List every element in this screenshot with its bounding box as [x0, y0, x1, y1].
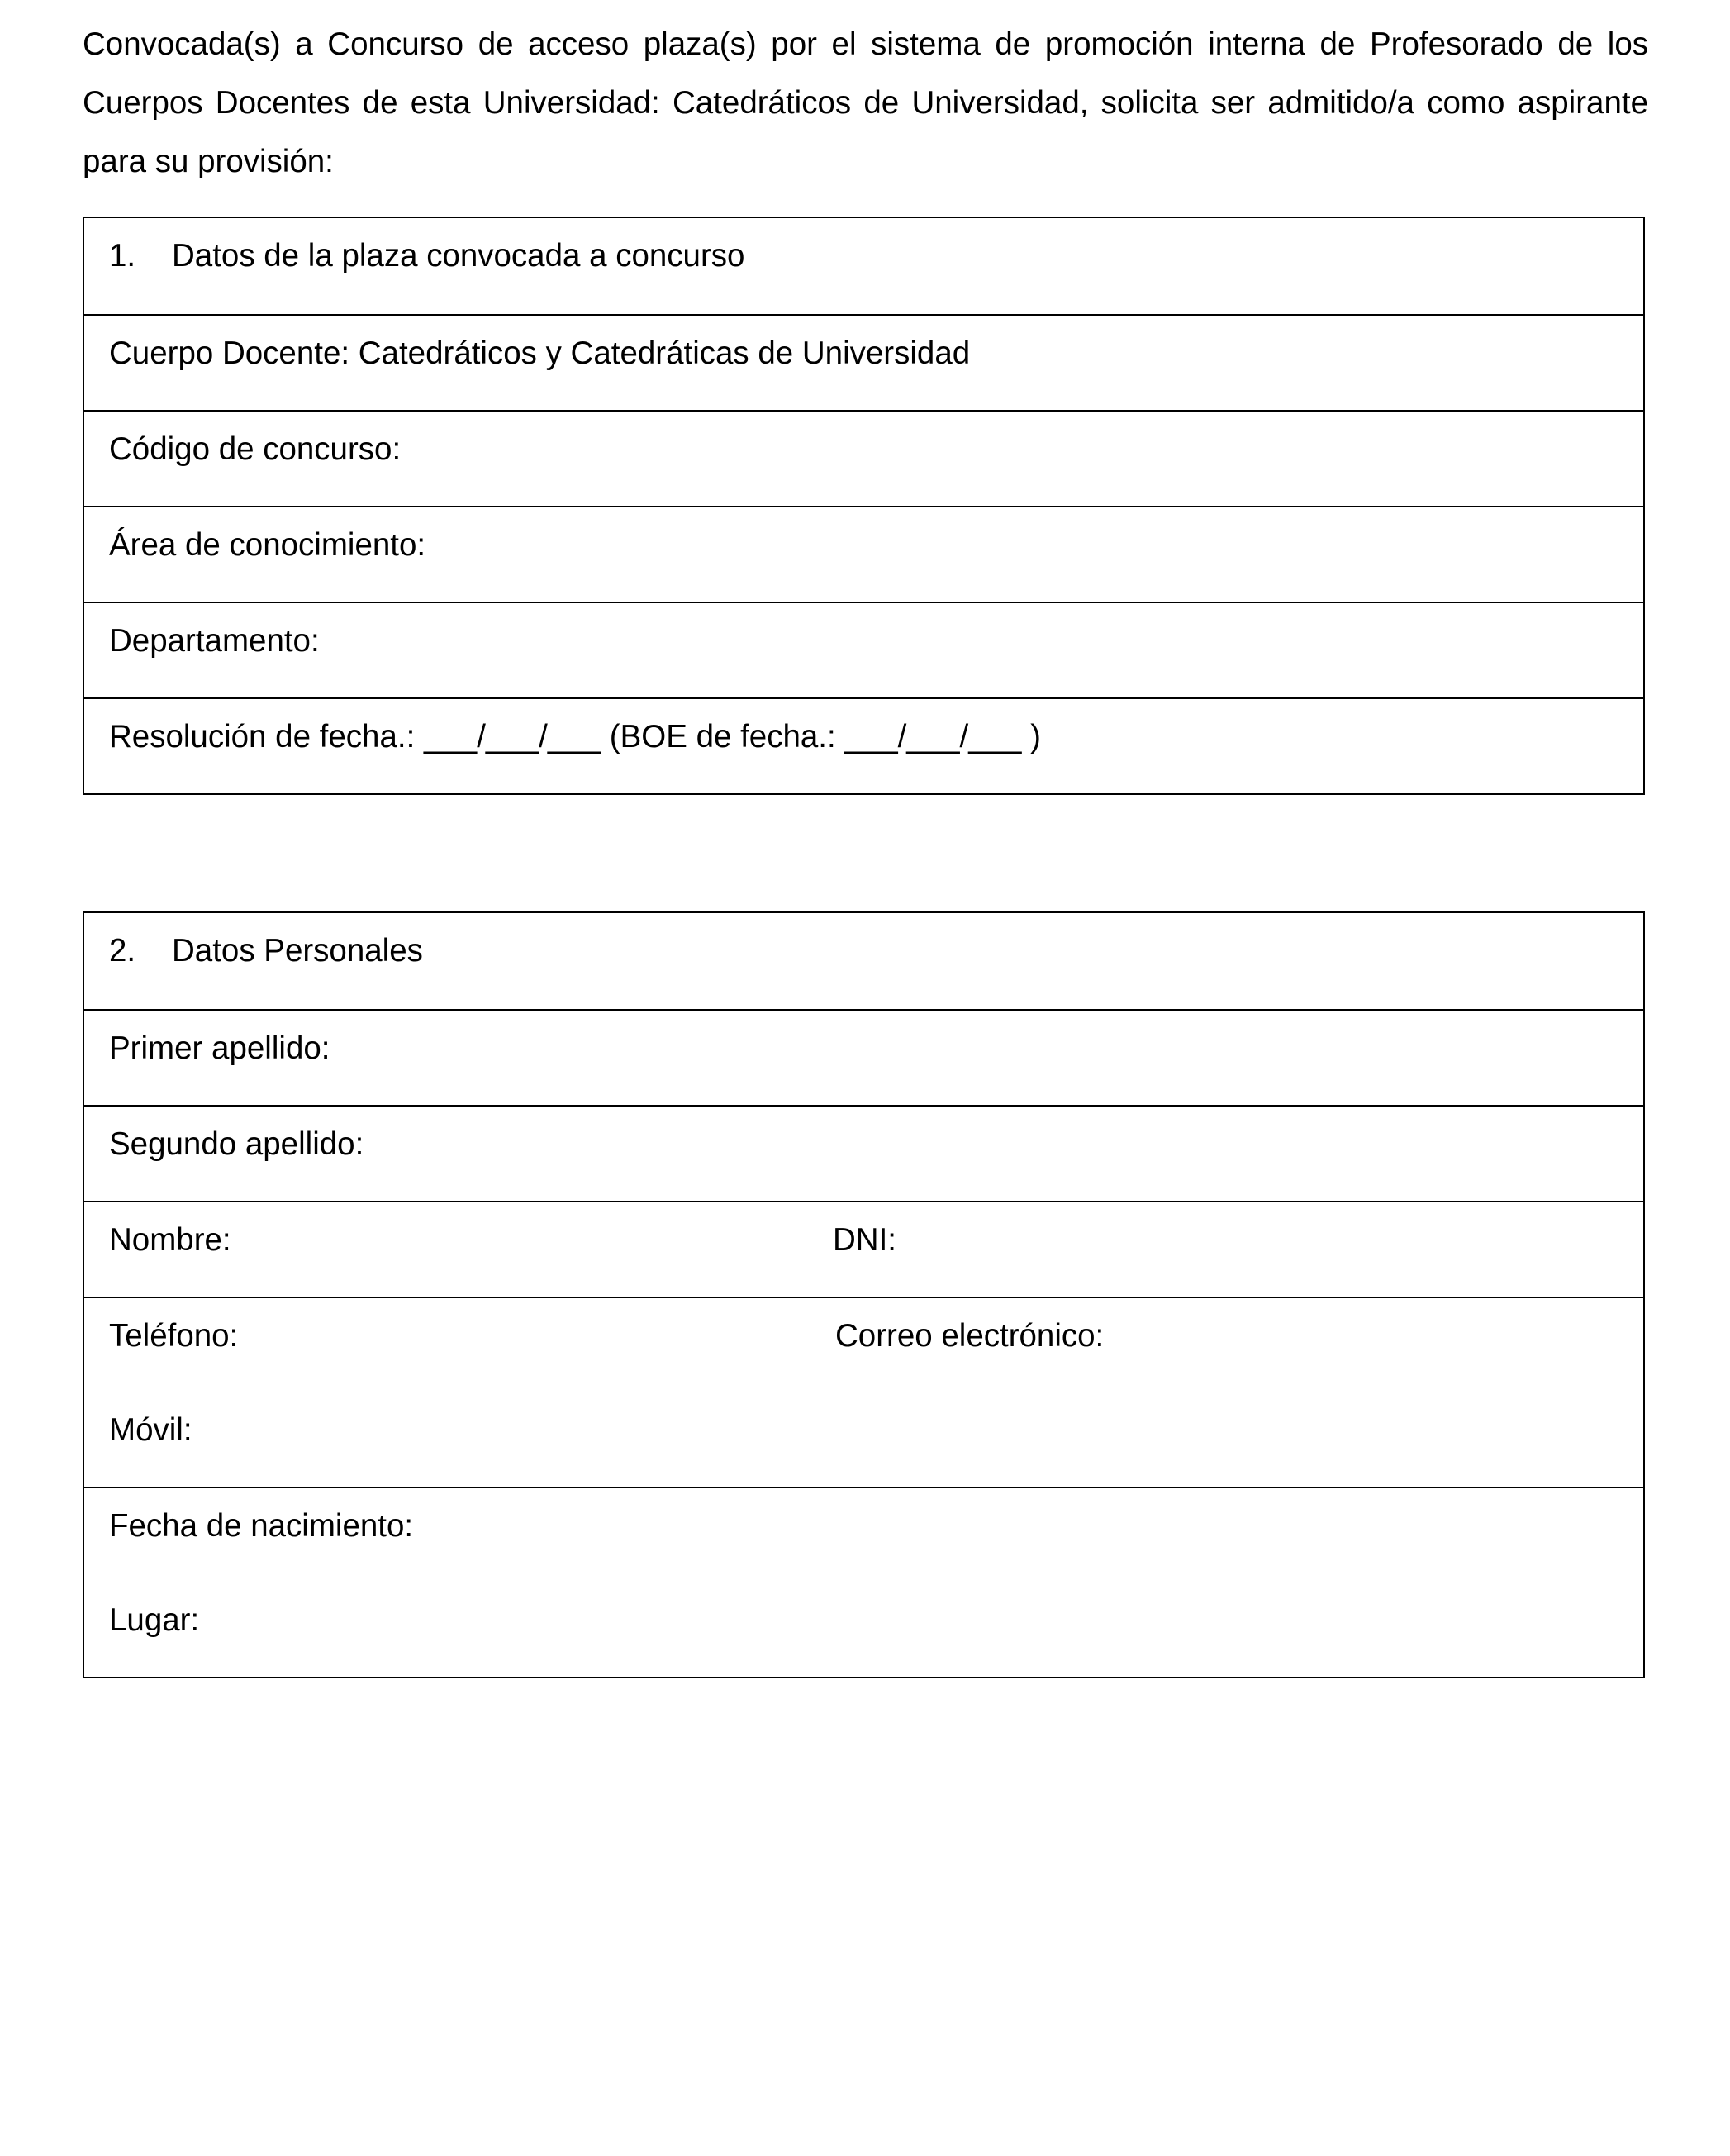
contacto-row[interactable]: [84, 1297, 1643, 1487]
lugar-label: Lugar:: [109, 1602, 200, 1638]
segundo-apellido-row[interactable]: [84, 1105, 1643, 1201]
section-2-number: 2.: [109, 933, 136, 969]
telefono-label: Teléfono:: [109, 1318, 239, 1354]
section-1-header-row: [84, 218, 1643, 314]
section-1-number: 1.: [109, 238, 136, 274]
document-page: [83, 0, 1648, 1638]
dni-label: DNI:: [833, 1222, 896, 1258]
resolucion-fecha-label: Resolución de fecha.: ___/___/___ (BOE de fecha.: ___/___/___ ): [109, 719, 1041, 754]
departamento-row[interactable]: [84, 602, 1643, 697]
resolucion-fecha-row[interactable]: [84, 697, 1643, 793]
correo-label: Correo electrónico:: [835, 1318, 1105, 1354]
plaza-data-table: [83, 217, 1645, 795]
departamento-label: Departamento:: [109, 623, 320, 659]
section-2-header-row: [84, 913, 1643, 1009]
primer-apellido-label: Primer apellido:: [109, 1030, 330, 1066]
codigo-concurso-row[interactable]: [84, 410, 1643, 506]
cuerpo-docente-label: Cuerpo Docente: Catedráticos y Catedráticas de Universidad: [109, 336, 971, 371]
section-1-title: Datos de la plaza convocada a concurso: [172, 238, 745, 274]
nombre-label: Nombre:: [109, 1222, 231, 1258]
section-2-heading: [109, 933, 423, 969]
section-1-heading: [109, 238, 744, 274]
movil-label: Móvil:: [109, 1412, 192, 1448]
cuerpo-docente-row: [84, 314, 1643, 410]
area-conocimiento-row[interactable]: [84, 506, 1643, 602]
intro-paragraph: Convocada(s) a Concurso de acceso plaza(s) por el sistema de promoción interna de Profesorado de los Cuerpos Docentes de esta Universidad: Catedráticos de Universidad, solicita ser admitido/a como aspirante para su provisión:: [83, 26, 1648, 179]
area-conocimiento-label: Área de conocimiento:: [109, 527, 426, 563]
nacimiento-row[interactable]: [84, 1487, 1643, 1677]
codigo-concurso-label: Código de concurso:: [109, 431, 402, 467]
fecha-nacimiento-label: Fecha de nacimiento:: [109, 1508, 414, 1544]
primer-apellido-row[interactable]: [84, 1009, 1643, 1105]
segundo-apellido-label: Segundo apellido:: [109, 1126, 364, 1162]
personal-data-table: [83, 911, 1645, 1678]
nombre-dni-row[interactable]: [84, 1201, 1643, 1297]
section-2-title: Datos Personales: [172, 933, 423, 969]
